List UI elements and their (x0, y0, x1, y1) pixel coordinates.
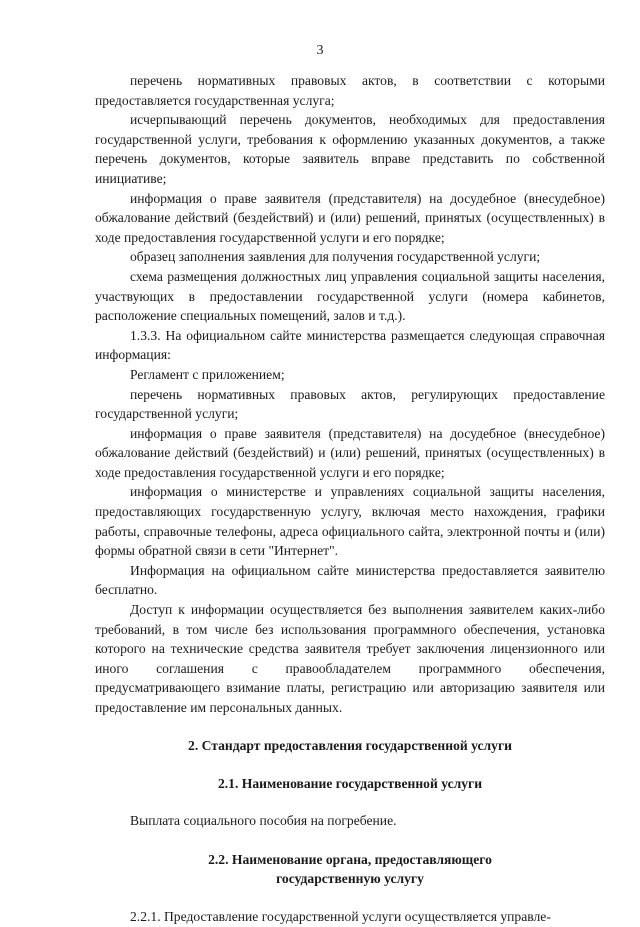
heading-2-2-line1: 2.2. Наименование органа, предоставляющего (208, 852, 492, 868)
heading-2-1: 2.1. Наименование государственной услуги (217, 775, 483, 791)
paragraph-ministry-info: информация о министерстве и управлениях социальной защиты населения, предоставляющих государственную услугу, включая место нахождения, графики работы, справочные телефоны, адреса официального сайта, электронной почты и (или) формы обратной связи в сети "Интернет". (95, 484, 605, 559)
paragraph-regulation-appendix: Регламент с приложением; (130, 366, 285, 382)
paragraph-free-info: Информация на официальном сайте министерства предоставляется заявителю бесплатно. (95, 562, 605, 598)
page-number: 3 (316, 43, 324, 58)
heading-section-2: 2. Стандарт предоставления государственной услуги (188, 737, 512, 753)
paragraph-appeal-rights: информация о праве заявителя (представителя) на досудебное (внесудебное) обжалование действий (бездействий) и (или) решений, принятых (осуществленных) в ходе предоставления государственной услуги и его порядке; (95, 190, 605, 245)
paragraph-documents-list: исчерпывающий перечень документов, необходимых для предоставления государственной услуги, требования к оформлению указанных документов, а также перечень документов, которые заявитель вправе представить по собственной инициативе; (95, 112, 605, 186)
paragraph-2-2-1: 2.2.1. Предоставление государственной услуги осуществляется управле- (130, 909, 551, 925)
paragraph-officials-layout: схема размещения должностных лиц управления социальной защиты населения, участвующих в предоставлении государственной услуги (номера кабинетов, расположение специальных помещений, залов и т.д.). (95, 268, 605, 324)
paragraph-normative-acts: перечень нормативных правовых актов, в соответствии с которыми предоставляется государственная услуга; (95, 73, 605, 108)
paragraph-access-conditions: Доступ к информации осуществляется без выполнения заявителем каких-либо требований, в том числе без использования программного обеспечения, установка которого на технические средства заявителя требует заключения лицензионного или иного соглашения с правообладателем программного обеспечения, предусматривающего взимание платы, регистрацию или авторизацию заявителя или предоставление им персональных данных. (95, 602, 605, 715)
paragraph-application-sample: образец заполнения заявления для получения государственной услуги; (130, 249, 541, 265)
document-body (95, 71, 605, 927)
heading-2-2-line2: государственную услугу (276, 871, 424, 887)
paragraph-service-name: Выплата социального пособия на погребение. (130, 812, 397, 828)
paragraph-appeal-rights-2: информация о праве заявителя (представителя) на досудебное (внесудебное) обжалование действий (бездействий) и (или) решений, принятых (осуществленных) в ходе предоставления государственной услуги и его порядке; (95, 425, 605, 480)
paragraph-1-3-3: 1.3.3. На официальном сайте министерства размещается следующая справочная информация: (95, 327, 605, 363)
paragraph-regulating-acts: перечень нормативных правовых актов, регулирующих предоставление государственной услуги; (95, 386, 605, 422)
